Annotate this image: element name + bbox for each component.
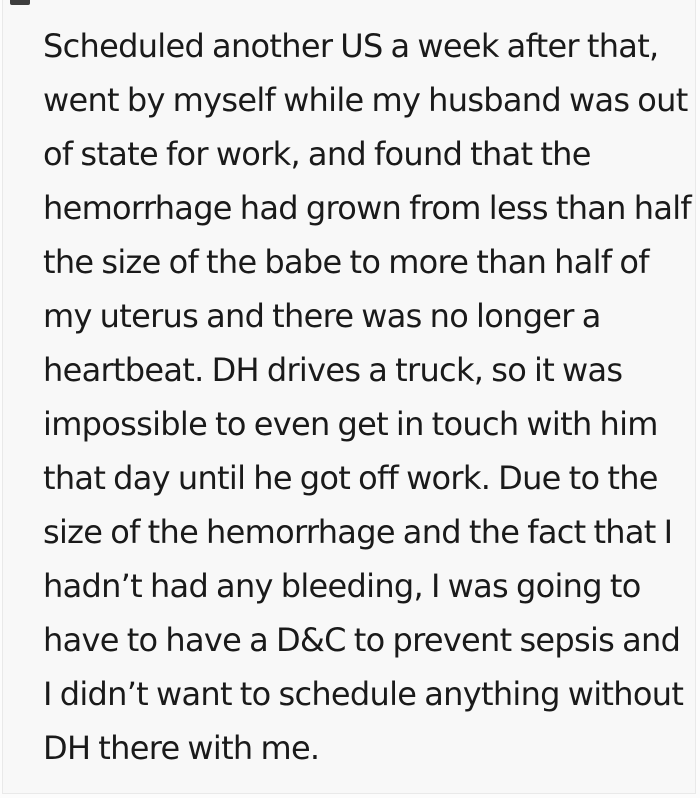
- text-line: that day until he got off work. Due to the: [43, 459, 658, 497]
- text-line: heartbeat. DH drives a truck, so it was: [43, 351, 623, 389]
- text-line: hemorrhage had grown from less than half: [43, 189, 691, 227]
- text-line: I didn’t want to schedule anything without: [43, 675, 684, 713]
- text-line: my uterus and there was no longer a: [43, 297, 601, 335]
- text-line: Scheduled another US a week after that,: [43, 27, 659, 65]
- text-line: size of the hemorrhage and the fact that I: [43, 513, 673, 551]
- post-text: [43, 19, 691, 775]
- text-post-card: [2, 0, 696, 794]
- text-line: DH there with me.: [43, 729, 320, 767]
- text-line: hadn’t had any bleeding, I was going to: [43, 567, 641, 605]
- text-line: impossible to even get in touch with him: [43, 405, 658, 443]
- text-line: have to have a D&C to prevent sepsis and: [43, 621, 681, 659]
- text-line: the size of the babe to more than half of: [43, 243, 649, 281]
- text-line: went by myself while my husband was out: [43, 81, 688, 119]
- cropped-element-artifact: [10, 0, 30, 5]
- text-line: of state for work, and found that the: [43, 135, 591, 173]
